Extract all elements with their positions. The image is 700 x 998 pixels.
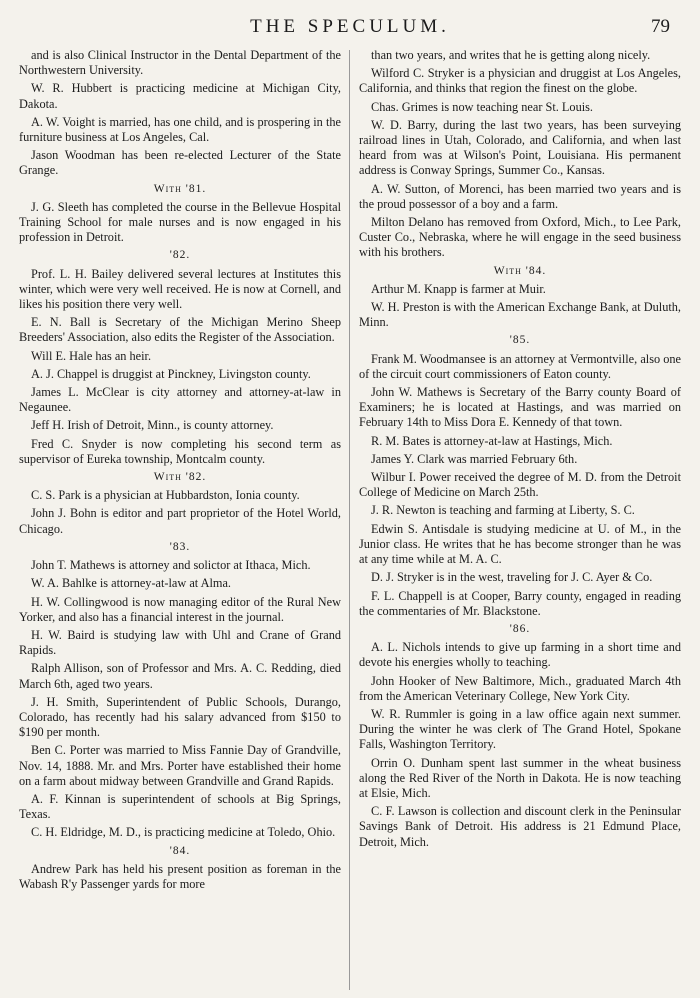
news-paragraph: C. F. Lawson is collection and discount clerk in the Peninsular Savings Bank of Detroit. His address is 21 Edmund Place, Detroit, Mich. (359, 804, 681, 849)
news-paragraph: Milton Delano has removed from Oxford, Mich., to Lee Park, Custer Co., Nebraska, where he will engage in the seed business with his brothers. (359, 215, 681, 260)
left-column (19, 48, 341, 993)
news-paragraph: W. D. Barry, during the last two years, has been surveying railroad lines in Utah, Colorado, and California, and when last heard from was at Wilson's Point, Louisiana. His permanent address is Conway Springs, Summer Co., Kansas. (359, 117, 681, 178)
news-paragraph: Frank M. Woodmansee is an attorney at Vermontville, also one of the circuit court commissioners of Eaton county. (359, 351, 681, 381)
news-paragraph: C. H. Eldridge, M. D., is practicing medicine at Toledo, Ohio. (31, 825, 336, 840)
news-paragraph: A. W. Voight is married, has one child, and is prospering in the furniture business at Los Angeles, Cal. (19, 114, 341, 145)
news-paragraph: than two years, and writes that he is getting along nicely. (371, 48, 651, 62)
news-paragraph: Jeff H. Irish of Detroit, Minn., is county attorney. (31, 418, 274, 433)
news-paragraph: W. H. Preston is with the American Exchange Bank, at Duluth, Minn. (359, 300, 681, 330)
news-paragraph: and is also Clinical Instructor in the Dental Department of the Northwestern University. (19, 48, 341, 78)
news-paragraph: W. A. Bahlke is attorney-at-law at Alma. (31, 576, 232, 591)
news-paragraph: W. R. Rummler is going in a law office again next summer. During the winter he was clerk of The Grand Hotel, Spokane Falls, Washington Territory. (359, 706, 681, 752)
news-paragraph: James L. McClear is city attorney and attorney-at-law in Negaunee. (19, 385, 341, 415)
section-heading: '85. (509, 334, 531, 347)
section-heading: With '82. (153, 471, 207, 484)
news-paragraph: James Y. Clark was married February 6th. (371, 451, 578, 466)
news-paragraph: A. L. Nichols intends to give up farming in a short time and devote his energies wholly to teaching. (359, 640, 681, 670)
news-paragraph: J. R. Newton is teaching and farming at Liberty, S. C. (371, 503, 635, 518)
journal-title: THE SPECULUM. (250, 16, 450, 37)
right-column (359, 48, 681, 993)
section-heading: With '81. (153, 182, 207, 195)
news-paragraph: H. W. Baird is studying law with Uhl and Crane of Grand Rapids. (19, 627, 341, 658)
news-paragraph: Chas. Grimes is now teaching near St. Louis. (371, 99, 593, 114)
news-paragraph: Andrew Park has held his present position as foreman in the Wabash R'y Passenger yards for more (19, 861, 341, 891)
section-heading: '82. (169, 249, 191, 262)
news-paragraph: Wilford C. Stryker is a physician and druggist at Los Angeles, California, and thinks that region the finest on the globe. (359, 66, 681, 96)
news-paragraph: Wilbur I. Power received the degree of M. D. from the Detroit College of Medicine on March 25th. (359, 470, 681, 500)
page-header (0, 14, 700, 44)
news-paragraph: Edwin S. Antisdale is studying medicine at U. of M., in the Junior class. He writes that he has become stronger than he was at any time while at M. A. C. (359, 521, 681, 567)
section-heading: '86. (509, 622, 531, 635)
news-paragraph: R. M. Bates is attorney-at-law at Hastings, Mich. (371, 433, 613, 448)
news-paragraph: John J. Bohn is editor and part proprietor of the Hotel World, Chicago. (19, 506, 341, 536)
news-paragraph: C. S. Park is a physician at Hubbardston, Ionia county. (31, 488, 300, 503)
news-paragraph: John W. Mathews is Secretary of the Barry county Board of Examiners; he is located at Hastings, and was married on February 14th to Miss Dora E. Kennedy of that town. (359, 385, 681, 430)
news-paragraph: D. J. Stryker is in the west, traveling for J. C. Ayer & Co. (371, 570, 653, 585)
section-heading: With '84. (493, 264, 547, 277)
news-paragraph: J. G. Sleeth has completed the course in the Bellevue Hospital Training School for male nurses and is now engaged in his profession in Detroit. (19, 199, 341, 245)
news-paragraph: J. H. Smith, Superintendent of Public Schools, Durango, Colorado, has recently had his salary advanced from $150 to $190 per month. (19, 694, 341, 740)
news-paragraph: John Hooker of New Baltimore, Mich., graduated March 4th from the American Veterinary College, New York City. (359, 673, 681, 703)
news-paragraph: Fred C. Snyder is now completing his second term as supervisor of Eureka township, Montcalm county. (19, 436, 341, 466)
section-heading: '84. (169, 844, 191, 857)
news-paragraph: Ben C. Porter was married to Miss Fannie Day of Grandville, Nov. 14, 1888. Mr. and Mrs. Porter have established their home on a farm about midway between Grandville and Grand Rapids. (19, 743, 341, 788)
news-paragraph: A. F. Kinnan is superintendent of schools at Big Springs, Texas. (19, 791, 341, 822)
section-heading: '83. (169, 540, 191, 553)
news-paragraph: Jason Woodman has been re-elected Lecturer of the State Grange. (19, 148, 341, 178)
news-paragraph: Orrin O. Dunham spent last summer in the wheat business along the Red River of the North in Dakota. He is now teaching at Elsie, Mich. (359, 755, 681, 800)
news-paragraph: Ralph Allison, son of Professor and Mrs. A. C. Redding, died March 6th, aged two years. (19, 661, 341, 691)
news-paragraph: John T. Mathews is attorney and solictor at Ithaca, Mich. (31, 558, 311, 573)
news-paragraph: Arthur M. Knapp is farmer at Muir. (371, 281, 546, 296)
news-paragraph: H. W. Collingwood is now managing editor of the Rural New Yorker, and also has a financial interest in the journal. (19, 594, 341, 624)
news-paragraph: E. N. Ball is Secretary of the Michigan Merino Sheep Breeders' Association, also edits the Register of the Association. (19, 315, 341, 345)
page-number: 79 (651, 16, 670, 37)
news-paragraph: Will E. Hale has an heir. (31, 348, 152, 363)
news-paragraph: A. W. Sutton, of Morenci, has been married two years and is the proud possessor of a boy and a farm. (359, 181, 681, 211)
column-divider (349, 50, 350, 990)
news-paragraph: F. L. Chappell is at Cooper, Barry county, engaged in reading the commentaries of Mr. Blackstone. (359, 588, 681, 618)
news-paragraph: Prof. L. H. Bailey delivered several lectures at Institutes this winter, which were very well received. He is now at Cornell, and likes his position there very well. (19, 266, 341, 312)
news-paragraph: W. R. Hubbert is practicing medicine at Michigan City, Dakota. (19, 81, 341, 111)
news-paragraph: A. J. Chappel is druggist at Pinckney, Livingston county. (31, 366, 311, 381)
